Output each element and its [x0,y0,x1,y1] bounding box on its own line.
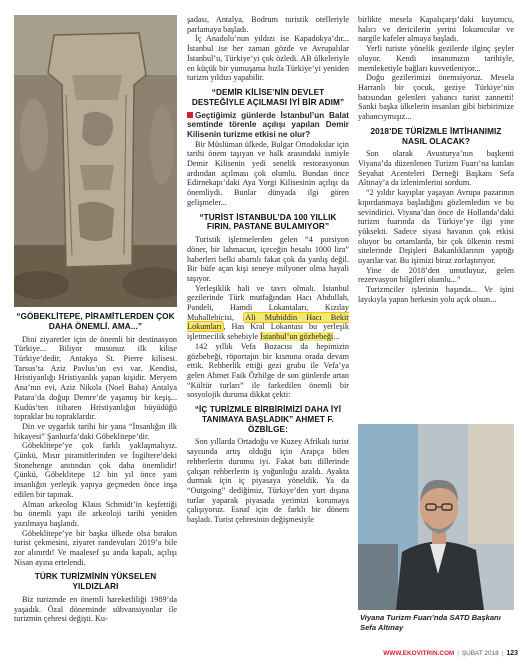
article-column-2 [187,15,349,525]
page-number: 123 [506,650,518,657]
paragraph: “2 yıldır kayıplar yaşayan Avrupa pazarının kıpırdanmaya başladığını gözlemledim ve bu sevindirici. Viyana’dan önce de Hollanda’daki turizm fuarında da Türkiye’ye ilgi yine yüksekti. Sadece siyasi havanın çok etkisi oluyor bu ortamlarda, bir çok ülkenin resmi sitelerinde Dışişleri Bakanlıklarının yaptığı uyarılar var. Bu işimizi biraz zorlaştırıyor. [358,188,514,266]
heading-gobeklitepe: “GÖBEKLİTEPE, PİRAMİTLERDEN ÇOK DAHA ÖNEMLİ. AMA...” [16,312,175,331]
question-text: Geçtiğimiz günlerde İstanbul’un Balat semtinde törenle açılışı yapılan Demir Kilisenin turizme etkisi ne olur? [187,110,349,139]
question-lead [187,111,349,140]
paragraph: Yerli turiste yönelik gezilerde ilginç şeyler oluyor. Kendi insanımızın tarihiyle, memleketiyle bağları kuvvetleniyor... [358,44,514,73]
paragraph: Biz turizmde en önemli hareketliliği 1989’da yaşadık. Özal döneminde sübvansiyonlar ile turizmin çehresi değişti. Ku- [14,595,177,624]
paragraph: Alman arkeolog Klaus Schmidt’in keşfettiği bu önemli yapı ile arkeoloji tarihi yeniden yazılmaya başlandı. [14,499,177,528]
footer-separator: | [457,650,459,657]
highlighted-text: Ali Muhiddin Hacı Bekir Lokumları [187,312,349,332]
paragraph: Yine de 2018’den umutluyuz, gelen rezervasyon bilgileri olumlu...” [358,265,514,285]
paragraph: şadası, Antalya, Bodrum turistik otelleriyle parlamaya başladı. [187,15,349,34]
paragraph-highlighted [187,284,349,342]
gobeklitepe-photo [14,15,177,307]
text-run: , Has Kral Lokantası bu yerleşik işletmecilik sebebiyle [187,322,349,342]
paragraph: Son yıllarda Ortadoğu ve Kuzey Afrikalı turist sayısında artış olduğu için Arapça bilen rehberlerin durumu iyi. Fakat batı dillerinde çalışan rehberlerin iş yoğunluğu azaldı. Ayakta durmak için iç piyasaya yöneldik. Ya da “Outgoing” dediğimiz, Türkiye’den yurt dışına turlar yaparak piyasada yerimizi korumaya çalışıyoruz. Esnaf için de farklı bir dönem başladı. Turist çehresinin değişmesiyle [187,437,349,525]
paragraph: Turistik işletmelerden gelen “4 porsiyon döner, bir lahmacun, içeceğin hesabı 1000 lira” haberleri belki abartılı fakat çok da yanlış değil. Bir büfe açan kişi seneye milyoner olma hayali taşıyor. [187,235,349,283]
paragraph: Doğu gezilerimizi önemsiyoruz. Mesela Harranlı bir çocuk, geziye Türkiye’nin batısından gelenleri yabancı turist zannetti! Sanki başka ülkelerin insanları gibi birbirimize yabancıymışız... [358,73,514,122]
photo-caption: Viyana Turizm Fuarı’nda SATD Başkanı Sefa Altınay [360,613,501,632]
paragraph: İç Anadolu’nun yıldızı ise Kapadokya’dır... İstanbul ise her zaman gözde ve Avrupalılar İstanbul’u, Türkiye’yi çok özledi. AB ülkeleriyle en küçük bir yumuşama hızla Türkiye’yi yeniden turizm yıldızı yapabilir. [187,34,349,83]
article-column-1 [14,307,177,624]
heading-demir-kilise: “DEMİR KİLİSE’NİN DEVLET DESTEĞİYLE AÇILMASI İYİ BİR ADIM” [191,87,345,107]
paragraph: Bir Müslüman ülkede, Bulgar Ortodokslar için tarihi önem taşıyan ve halk arasındaki ismiyle Demir Kilisenin yedi senelik restorasyonun ardından açılması çok olumlu. Bundan önce Edirnekapı’daki Aya Yorgi Kilisesinin açılışı da önemliydi. Bunlar dünyada ilgi gören gelişmeler... [187,139,349,207]
page-footer [368,650,518,657]
text-run: ... [333,332,340,342]
highlighted-text: İstanbul’un gözbebeği [260,332,334,342]
red-square-icon [187,112,193,118]
heading-2018-tourism: 2018’DE TÜRİZMLE İMTİHANIMIZ NASIL OLACAK? [370,126,502,146]
paragraph: Dini ziyaretler için de önemli bir destinasyon Türkiye... Biliyor musunuz ilk kilise Türkiye’dedir, Antakya St. Pierre kilisesi. Tarsus’ta Aziz Pavlus’un evi var. Kendisi, Hristiyanlığı Hristiyanlık yapan kişidir. Meryem Ana’nın evi, Aziz Nikola (Noel Baba) Antalya Patara’da doğup Demre’de yaşamış bir keşiş... Kudüs’ten itibaren Hristiyanlığın büyüdüğü topraklar bu topraklardır. [14,334,177,422]
paragraph: Göbeklitepe’ye çok farklı yaklaşmalıyız. Çünkü, Mısır piramitlerinden ve İngiltere’deki Stonehenge anıtından çok daha önemlidir! Çünkü, Göbeklitepe 12 bin yıl önce yani insanlığın yerleşik yapıya geçmeden önce inşa edilen bir tapınak. [14,441,177,499]
heading-istanbul-bakery: “TURİST İSTANBUL’DA 100 YILLIK FIRIN, PASTANE BULAMIYOR” [199,212,337,232]
sefa-altinay-photo [358,424,514,610]
text-run: Yerleşiklik hali ve tavrı olmalı. İstanbul gezilerinde Türk mutfağından Hacı Abdullah, Pandeli, Hamdi Lokantaları, Kızılay Muhallebicisi, [187,283,349,322]
heading-rising-stars: TÜRK TURİZMİNİN YÜKSELEN YILDIZLARI [34,572,157,592]
paragraph: Turizmciler işlerinin başında... Ve işini layıkıyla yapan herkesin yolu açık olsun... [358,285,514,304]
footer-date: ŞUBAT 2018 [461,650,499,657]
footer-website[interactable]: WWW.EKOVITRIN.COM [383,650,455,657]
paragraph: birlikte mesela Kapalıçarşı’daki kuyumcu, halıcı ve dericilerin yerini lokumcular ve nargile kafeler almaya başladı. [358,15,514,44]
paragraph: 142 yıllık Vefa Bozacısı da hepimizin gözbebeği, röportajın bir kısmına orada devam ettik. Rehberlik ettiği gezi grubu ile Vefa’ya gelen Ahmet Faik Özbilge de son günlerde artan “Kültür turları” ile farkedilen önemli bir sosyolojik duruma dikkat çekti: [187,341,349,400]
paragraph: Son olarak Avusturya’nın başkenti Viyana’da düzenlenen Turizm Fuarı’na katılan Seyahat Acenteleri Derneği Başkanı Sefa Altınay’a da izlenimlerini sordum. [358,149,514,188]
paragraph: Göbeklitepe’ye bir başka ülkede olsa bırakın turist çekmesini, ziyaret randevuları 2019’a bile zor alınırdı! Ve maalesef şu anda kapalı, açılışı Nisan ayına ertelendi. [14,528,177,567]
article-column-3 [358,15,514,305]
footer-separator: | [501,650,504,657]
heading-domestic-tourism: “İÇ TURİZMLE BİRBİRİMİZİ DAHA İYİ TANIMAYA BAŞLADIK” AHMET F. ÖZBİLGE: [194,405,342,434]
paragraph: Din ve uygarlık tarihi bir yana “İnsanlığın ilk hikayesi” Şanlıurfa’daki Göbeklitepe’dir. [14,421,177,441]
